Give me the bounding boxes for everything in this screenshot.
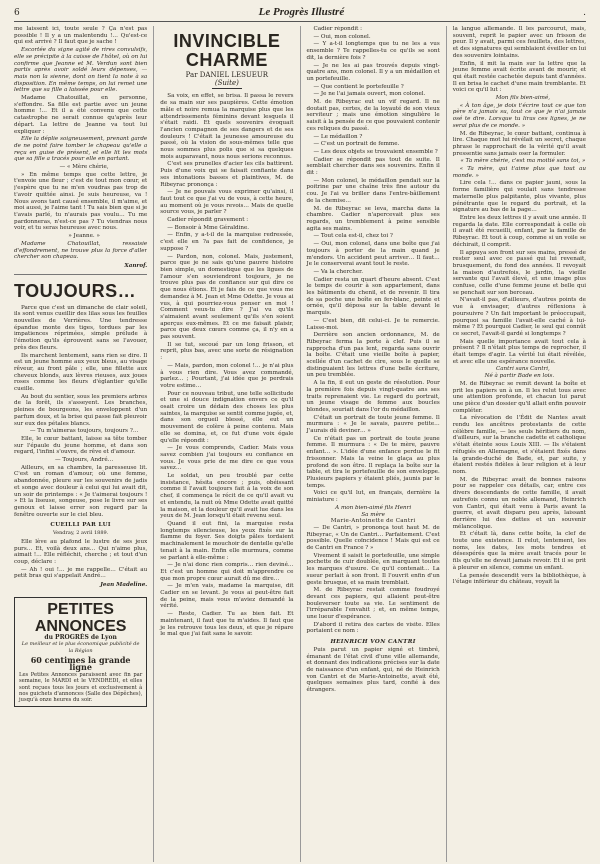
paragraph: D'abord il retira des cartes de visite. Elles portaient ce nom : [306,621,440,635]
paragraph: — Bonsoir à Mme Géraldine. [167,224,250,231]
inscription-name: Marie-Antoinette de Cantri [330,518,416,525]
paragraph: — Les deux objets se trouvaient ensemble ? [313,148,438,155]
paragraph: Elle lève au plafond le lustre de ses jeux purs… Et, voilà deux ans… Qui n'aime plus, aimait !… Elle réfléchit, cherche ; et tout d'un coup, déclare : [14,538,148,565]
paragraph: M. de Ribeyrac se leva, marcha dans la chambre. Cadier n'apercevait plus ses regards, un tremblement à peine sensible agita ses mains. [306,205,440,232]
paragraph: — Enfin, y a-t-il de la marquise redressée, c'est elle en ?a pas fait de confidence, je suppose ? [160,232,294,252]
letter-quote: « Ta mère chérie, c'est ma moitié sans toi, » [460,158,586,165]
paragraph: Derrière son ancien ordonnance, M. de Ribeyrac ferma la porte à clef. Puis il se rapprocha d'un pas lent, regarda sans ouvrir la boîte. C'était une vieille boîte à papier, scellée d'un cachet de cire, sous le quelle se distinguaient les lettres d'une belle écriture, un peu tremblée. [306,332,440,379]
paragraph: Ils marchent lentement, sans rien se dire. Il est un jeune homme aux yeux bleus, au visage rêveur, au front pâle ; elle, une fillette aux cheveux blonds, aux lèvres rieuses, aux joues roses comme les fleurs d'églantier qu'elle cueille. [14,352,148,393]
paragraph: M. de Ribeyrac se remit devant la boîte et prit les papiers un à un. Il les relut tous avec une attention profonde, et chacun lui parut une pièce d'un dossier qu'il allait enfin pouvoir compléter. [452,380,586,414]
paragraph: — Que contient le portefeuille ? [313,83,404,90]
paragraph: — Oui, mon colonel, dans une boîte que j'ai toujours à porter de la main quand je m'endors. Un accident peut arriver… Il faut… Je le conserverai avant tout le reste. [306,241,440,268]
serial-continued: (Suite) [214,78,239,87]
paragraph: — Mais, pardon, mon colonel !… je n'ai plus à vous rien dire. Vous avez commandé, parlez… ; Pourtant, j'ai idée que je perdrais votre estime… [160,362,294,389]
paragraph: — Je m'en vais, madame la marquise, dit Cadier en se levant. Je vous ai peut-être fait de la peine, mais vous m'aviez demandé la vérité. [160,583,294,610]
paragraph: me laissent ici, toute seule ? Ça n'est pas possible ! Il y a un malentendu !… Qu'est-ce qui est arrivé ? Il faut que je sache ! [14,26,148,46]
paragraph: Vivement il saisit le portefeuille, une simple pochette de cuir doublée, en marquant toutes les marques d'usure. Ce qu'il contenait… La sueur perlait à son front. Il l'ouvrit enfin d'un geste brusque, et sa main tremblait. [306,552,440,586]
paragraph: — C'est un portrait de femme. [313,141,400,148]
paragraph: M. de Ribeyrac restait comme foudroyé devant ces papiers, qui allaient peut-être bouleverser toute sa vie. Le sentiment de l'irréparable l'envahit ; et, en même temps, une lueur d'espérance. [306,587,440,621]
paragraph: Ce n'était pas un portrait de toute jeune femme. Il murmura : « De te mère, pauvre enfant… ». L'idée d'une enfance perdue le fit frissonner. Mais la veine le glaça au plus profond de son être. Il replaça la boîte sur la table, et tira le portefeuille de son enveloppe. Plusieurs papiers y étaient pliés, jaunis par le temps. [306,435,440,489]
author-signature: Xanrof. [124,262,148,269]
paragraph: « Ta mère, qui t'aime plus que tout au monde. » [452,166,586,179]
paragraph: — C'est bien, dit celui-ci. Je te remercie. Laisse-moi. [306,317,440,331]
paragraph: — Je ne l'ai jamais ouvert, mon colonel. [313,91,426,98]
paragraph: Elle la déplie soigneusement, prenant garde de ne point faire tomber le chapeau qu'elle a reçu en guise de présent, et elle lit les mots que sa fille a tracés pour elle en partant. [14,136,148,163]
paragraph: Madame Chatouillat, en personne, s'effondre. Sa fille est partie avec un jeune homme !… Et il a été convenu que cette catastrophe ne serait connue qu'après leur départ. La lettre de Jeanne va tout lui expliquer : [14,95,148,135]
columns [14,26,586,862]
running-header [14,6,586,20]
paragraph: Quand il eut fini, la marquise resta longtemps silencieuse, les yeux fixés sur la flamme du foyer. Ses doigts pâles tordaient machinalement le mouchoir de dentelle qu'elle tenait à la main. Enfin elle murmura, comme se parlant à elle-même : [160,521,294,561]
paragraph: Cadier répondit : [313,26,363,32]
paragraph: C'est ses prunelles d'acier les cils battirent. Puis d'une voix qui se faisait confiante dans ses intonations basses et plaintives, M. de Ribeyrac prononça : [160,161,294,188]
article-toujours [14,305,147,589]
paragraph: — Y a-t-il longtemps que tu ne les a vus ensemble ? Te rappelles-tu ce qu'ils se sont dit, la dernière fois ? [306,41,440,61]
paragraph: — Le médaillon ? [313,133,363,140]
paragraph: — Je ne les ai pas trouvés depuis vingt-quatre ans, mon colonel. Il y a un médaillon et un portefeuille. [306,62,440,82]
paragraph: Elle, le cœur battant, laisse sa tête tomber sur l'épaule du jeune homme, et dans son regard, l'infini s'ouvre, de rêve et d'amour. [14,435,148,456]
letter-body: « À ton âge, je dois t'écrire tout ce que ton père n'a jamais su, tout ce que je n'ai jamais osé te dire. Lorsque tu liras ces lignes, je ne serai plus de ce monde. » [452,102,586,129]
paragraph: Sa voix, en effet, se brisa. Il passa le revers de sa main sur ses paupières. Cette émotion mâle et noire remua la marquise plus que les attendrissements féminins devant lesquels il s'était raidi. Et quels souvenirs évoquait l'ancien compagnon de ses dangers et de ses douleurs ! C'était la jeunesse amoureuse du passé, où la vision de sous-mêmes telle que nous sommes plus polis que si sa quelques mois auparavant, nous nous serions reconnus. [160,93,294,160]
column-4 [446,26,586,862]
card-name: HEINRICH VON CANTRI [330,639,416,646]
inscription-heading: A mon bien-aimé fils Henri [335,504,412,511]
paragraph: Ailleurs, en sa chambre, la paresseuse lit. C'est un roman d'amour, où une femme, abandonnée, pleure sur les souvenirs de jadis et songe avec douleur à celui qui lui avait dit, un soir de printemps : « Je t'aimerai toujours ! » Et la liseuse, songeuse, pose le livre sur ses genoux et laisse errer son regard par la fenêtre ouverte sur le ciel bleu. [14,464,148,518]
paragraph: La révocation de l'Édit de Nantes avait rendu les ancêtres protestants de cette célèbre famille, — les seuls héritiers du nom, d'ailleurs, sur la branche cadette et catholique s'était éteinte sous Louis XIII. — Ils s'étaient réfugiés en Allemagne, et s'étaient fixés dans la grande-duché de Bade, et, par suite, y étaient restés fidèles à leur religion et à leur nom. [452,415,586,475]
paragraph: Cadier resta un quart d'heure absent. C'est le temps de courir à son appartement, dans les bâtiments du chenil, et de revenir. Il tira de sa poche une boîte en fer-blanc, peinte et ornée, qu'il déposa sur la table devant le marquis. [306,276,440,317]
column-3 [300,26,440,862]
paragraph: Au bout du sentier, sous les premiers arbres de la forêt, ils s'asseyent. Les branches, pleines de bourgeons, les enveloppent d'un parfum doux, et la brise qui passe fait pleuvoir sur eux des pétales blancs. [14,393,148,427]
paragraph: Il se tut, secoué par un long frisson, et reprit, plus bas, avec une sorte de résignation : [160,341,294,362]
divider [14,274,147,275]
subsection-heading: CUEILLI PAR LUI [50,522,111,529]
paragraph: Pour ce nouveau tribut, une telle sollicitude et une si douce indignation envers ce qu'il osait croire un dédain des choses les plus saintes, la marquise se sentit comme jugée, et, dans son orgueil blessé, elle eut un mouvement de colère à peine contenu. Mais elle se domina, et, ce fut d'une voix égale qu'elle répondit : [160,390,294,444]
paragraph: A la fin, il eut un geste de résolution. Pour la première fois depuis vingt-quatre ans ses traits reprenaient vie. Le regard du portrait, un jeune visage de femme aux boucles blondes, souriait dans l'or du médaillon. [306,380,440,413]
dialogue-line: — Toujours, André… [55,457,114,464]
newspaper-title: Le Progrès Illustré [258,6,345,18]
paragraph: — Ah ! oui !… je me rappelle… C'était au petit bras qui s'appelait André… [14,566,148,580]
paragraph: M. de Ribeyrac eut un vif regard. Il ne doutait pas, certes, de la loyauté de son vieux serviteur ; mais une émotion singulière le saisit à la pensée de ce que pouvaient contenir ces reliques du passé. [306,99,440,132]
paragraph: — Mon colonel, le médaillon pendait sur la poitrine par une chaîne très fine autour du cou. Je l'ai vu briller dans l'entre-bâillement de la chemise… [306,177,440,204]
paragraph: — Pardon, non, colonel. Mais, justement, parce que je ne sais qu'une pauvre histoire bien simple, un domestique que les ligues de l'amour s'en souviendront toujours, je ne trouve plus pas de confiance sur qui dire ce que nous étions. Et je fais de ce que vous me demandez à M. Jean et Mme Odette. Je vous ai vus, à qui pourriez-vous penser en moi ! Comment veux-tu dire ? J'ai vu qu'ils s'aimaient avant seulement qu'ils s'en soient aperçus eux-mêmes. Et ce me faisait plaisir, parce que deux cœurs comme ça, il n'y en a pas souvent. [160,253,294,341]
column-2 [153,26,293,862]
paragraph: La pensée descendit vers la bibliothèque, à l'étage inférieur du château, voyait la [452,572,586,586]
ad-tagline: Le meilleur et le plus économique publicité de la Région [21,641,140,655]
title-rule [212,88,242,89]
paragraph: — Reste, Cadier. Tu as bien fait. Et maintenant, il faut que tu m'aides. Il faut que je les retrouve tous les deux, et que je répare le mal que j'ai fait sans le savoir. [160,611,294,638]
paragraph: Mais quelle importance avait tout cela à présent ? Il n'était plus temps de reprocher, il était temps d'agir. La vérité lui était révélée, et avec elle une espérance nouvelle. [452,338,586,365]
article-title-toujours: TOUJOURS… [14,280,137,301]
paragraph: la langue allemande. Il les parcourut, mais, souvent, reprit le papier avec un frisson de peur. Il y avait, parmi ces feuillets, des lettres, et des signatures qui semblaient éveiller en lui des souvenirs lointains. [452,26,586,59]
ad-subtitle: du PROGRÈS de Lyon [44,633,117,641]
advertisement-box [14,597,147,708]
paragraph: — Tout cela est-il, chez toi ? [313,233,393,240]
letter-signature: » Jeanne. » [68,233,100,240]
paragraph: Escortée du signe agité de rires convulsifs, elle se précipite à la caisse de l'hôtel, où on lui confirme que Jeanne et M. Verdun sont bien partis après avoir soldé leurs dépenses, — mais non la sienne, dont on tient la note à sa disposition. En même temps, on lui remet une lettre que sa fille a laissée pour elle. [14,47,148,94]
paragraph: — Je vous comprends, Cadier. Mais vous savez combien j'ai toujours eu confiance en vous. Je vous prie de me dire ce que vous savez… [160,445,294,472]
paragraph: Parce que c'est un dimanche de clair soleil, ils sont venus cueillir des lilas sous les feuilles nouvelles de Verrières. Une tendresse épandue monte des tiges, tordues par les impatiences réprimées, simple prélude à l'émotion qu'ils éprouvent sans se l'avouer, près des fleurs. [14,304,148,351]
letter-salutation: Mon fils bien-aimé, [495,95,551,102]
paragraph: Et c'était là, dans cette boîte, la clef de toute une existence. Il relut, lentement, les noms, les dates, les mots tendres et désespérés que la mère avait tracés pour le fils qu'elle ne devait jamais revoir. Et il se prit à pleurer en silence, comme un enfant. [452,531,586,571]
author-signature: Jean Madeline. [100,582,148,589]
paragraph: C'était un portrait de toute jeune femme. Il murmura : « Je le savais, pauvre petite… J'aurais dû deviner… » [306,414,440,435]
story-ending [14,26,147,270]
paragraph: M. de Ribeyrac, le cœur battant, continua à lire. Chaque mot lui révélait un secret, chaque phrase le rapprochait de la vérité qu'il avait pressentie sans jamais oser la formuler. [452,130,586,157]
serial-title: INVINCIBLE CHARME [173,31,281,70]
paragraph: — Je n'ai donc rien compris… rien deviné… Et c'est un homme qui doit m'apprendre ce que mon propre cœur aurait dû me dire… [160,562,294,582]
paragraph: Enfin, il mit la main sur la lettre que la jeune femme avait écrite avant de mourir, et qui était restée cachetée depuis tant d'années. Il en brisa le cachet d'une main tremblante. Et voici ce qu'il lut : [452,60,586,94]
ad-title: PETITES ANNONCES [34,600,127,635]
header-rule [14,21,586,22]
paragraph: Cadier se répondit pas tout de suite. Il semblait chercher dans ses souvenirs. Enfin il dit : [306,156,440,177]
page-number: 6 [14,8,20,18]
paragraph: — Je ne pouvais vous exprimer qu'ainsi, il faut tout ce que j'ai vu de vous, à cette heure, au moment où je vous revois… Mais de quelle source vous, je parler ? [160,189,294,216]
paragraph: Puis parut un papier signé et timbré, émanant de l'état civil d'une ville allemande, et donnant des indications précises sur la date de naissance d'un enfant, qui, né de Heinrich von Cantri et de Marie-Antoinette, avait été, quelques semaines plus tard, confié à des étrangers. [306,646,440,694]
paragraph: Il appuya son front sur ses mains, pressé de rester seul avec ce passé qui lui revenait, brusquement, du fond des années. Il revoyait la maison d'autrefois, le jardin, la vieille servante qui l'avait élevé, et une image plus confuse, celle d'une femme jeune et belle qui se penchait sur son berceau. [452,249,586,296]
paragraph: Entre les deux lettres il y avait une année. Il regarda la date. Elle correspondait à celle où il avait été recueilli, enfant, par la famille de Ribeyrac. Et tout à coup, comme si un voile se déchirait, il comprit. [452,214,586,248]
paragraph: Voici ce qu'il lut, en français, dernière la miniature : [306,490,440,504]
paragraph: N'avait-il pas, d'ailleurs, d'autres points de vue à envisager, d'autres réflexions à poursuivre ? Un fait important le préoccupait, pourquoi sa famille l'avait-elle caché à lui-même ? Et pourquoi Cadier, le seul qui connût ce secret, l'avait-il gardé si longtemps ? [452,297,586,337]
ad-text: Les Petites Annonces paraissent avec fin par semaine, le MARDI et le VENDREDI, et elles sont reçues tous les jours et exclusivement à nos guichets d'annonces (Salle des Dépêches), jusqu'à onze heures du soir. [19,672,143,704]
serial-byline: Par DANIEL LESUEUR [185,71,269,79]
paragraph: Cadier répondit gravement : [167,217,249,224]
letter-signature: Cantri sans Cantri, Né à partir Bade en lois. [484,366,555,380]
paragraph: — De Cantri, » prononça tout haut M. de Ribeyrac, « Un de Cantri… Parfaitement. C'est possible. Quelle coïncidence ! Mais qui est ce de Cantri en France ? » [306,524,440,552]
paragraph: Madame Chatouillat, ressaisie d'effondrement, ne trouve plus la force d'aller chercher son chapeau. [14,240,148,261]
paragraph: M. de Ribeyrac avait de bonnes raisons pour se rappeler ces détails, car, entre ces divers descendants de cette famille, il avait autrefois connu un noble allemand, Heinrich von Cantri, qui était venu à Paris avant la guerre, et avait disparu peu après, laissant derrière lui des dettes et un souvenir mélancolique. [452,476,586,530]
letter-body: » En même temps que cette lettre, je t'envoie une fleur ; c'est de tout mon cœur, et j'espère que tu ne m'en voudras pas trop de t'avoir quittée ainsi. Je suis heureuse, va ! Nous avons tant causé ensemble, il m'aime, et moi aussi, je l'aime tant ! Tu sais bien que si je t'avais parlé, tu n'aurais pas voulu… Tu me pardonneras, n'est-ce pas ? Tu viendras nous voir, et tu seras heureuse avec nous. [14,171,148,232]
header-right-mark: . [583,8,586,18]
paragraph: — Va la chercher. [313,268,364,275]
paragraph: Lire cela !… dans ce papier jauni, sous la forme familière qui voulait sans tendresse maternelle plus palpitante, plus vivante, plus pénétrante que le regard du portrait, et la signature au bas de la page… [452,180,586,214]
dialogue-line: — Tu m'aimeras toujours, toujours ?… [29,428,139,435]
paragraph: Le soldat, un peu troublé par cette insistance, hésita encore ; puis, obéissant comme il l'avait toujours fait à la voix de son chef, il commença le récit de ce qu'il avait vu et entendu, la nuit où Mme Odette avait quitté la maison, et la douleur qu'il avait lue dans les yeux de M. Jean lorsqu'il était revenu seul. [160,473,294,520]
letter-salutation: — « Mère chérie, [59,164,109,171]
subsection-dateline: Vendray, 2 avril 1889. [52,530,109,537]
paragraph: — Oui, mon colonel. [313,33,371,40]
inscription-sub: Sa mère [361,511,385,518]
column-1 [14,26,147,862]
ad-price: 60 centimes la grande ligne [30,654,131,672]
